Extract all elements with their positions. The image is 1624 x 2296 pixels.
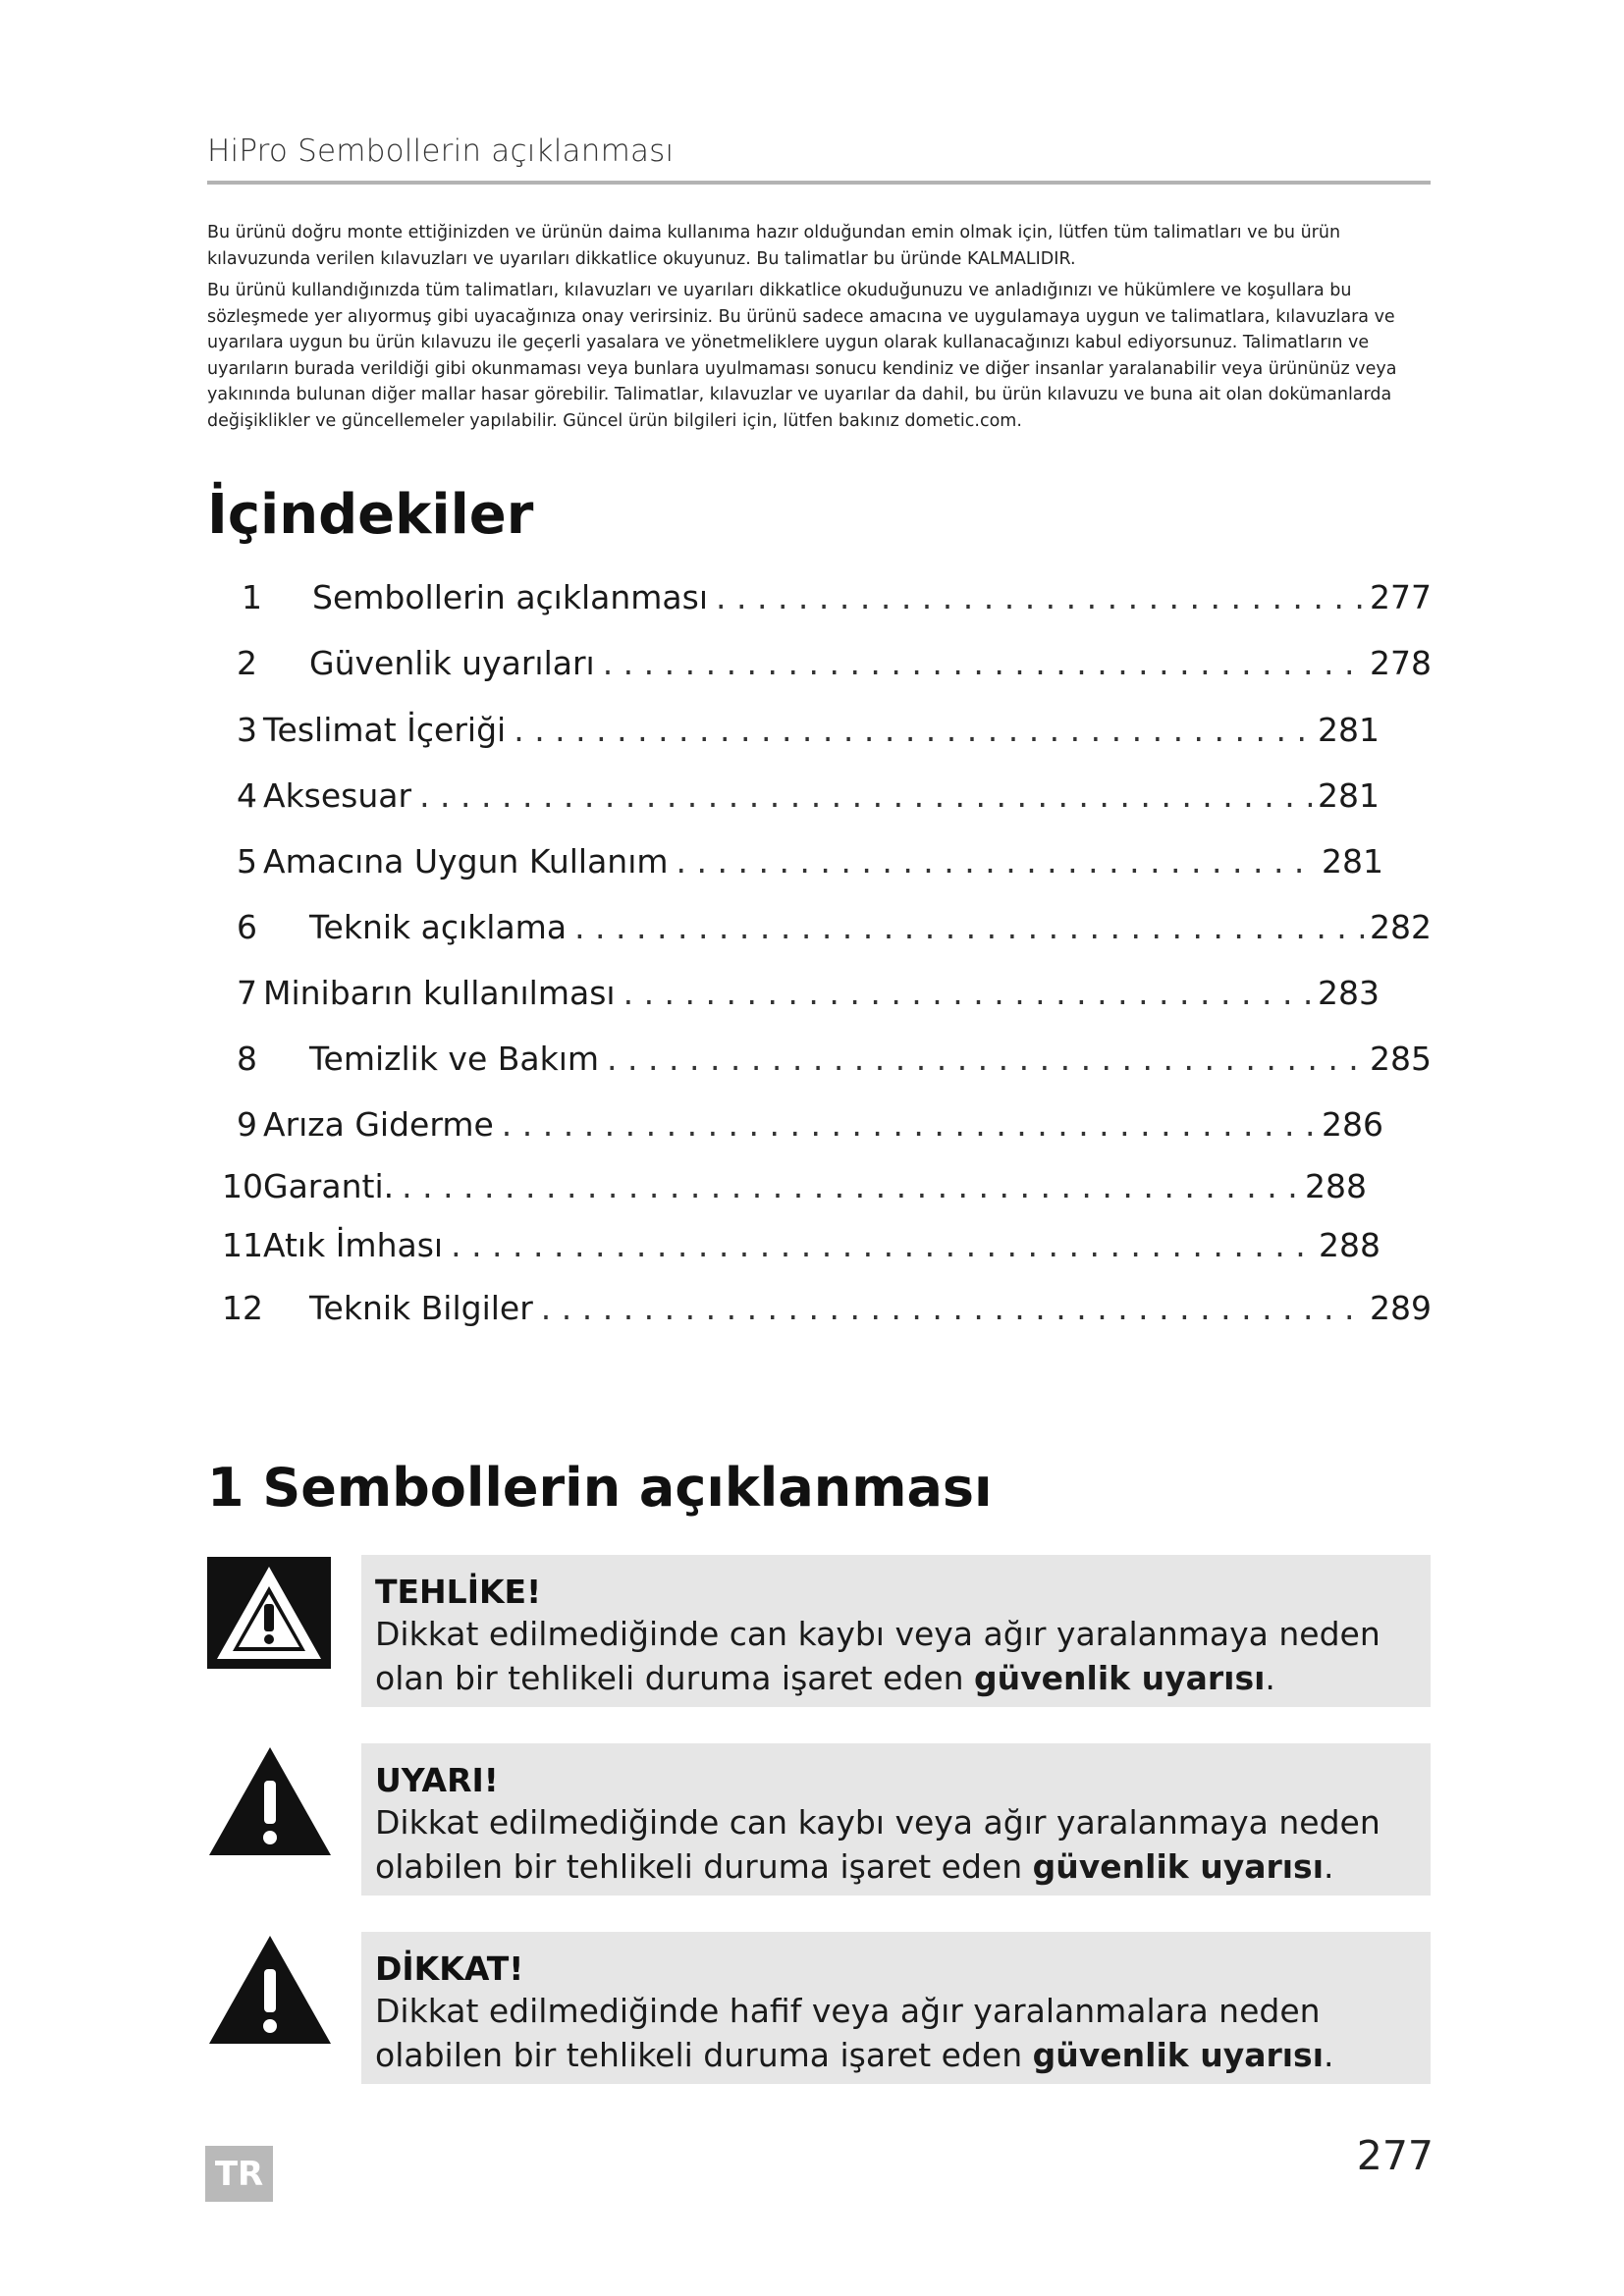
notice-label: DİKKAT! <box>375 1949 524 1988</box>
toc-item-number: 3 <box>237 711 257 749</box>
toc-item[interactable] <box>237 1040 1432 1078</box>
toc-item-number: 8 <box>237 1040 257 1078</box>
toc-item-number: 4 <box>237 776 257 815</box>
toc-item-title: Minibarın kullanılması <box>263 974 616 1012</box>
intro-paragraph-1: Bu ürünü doğru monte ettiğinizden ve ürünün daima kullanıma hazır olduğundan emin olmak için, lütfen tüm talimatları ve bu ürün kılavuzunda verilen kılavuzları ve uyarıları dikkatlice okuyunuz. Bu talimatlar bu üründe KALMALIDIR. <box>207 223 1341 269</box>
warning-triangle-icon <box>207 1745 333 1857</box>
toc-item-page: 281 <box>1318 711 1380 749</box>
toc-item-number: 10 <box>222 1167 263 1205</box>
toc-item-page: 278 <box>1370 644 1432 682</box>
toc-leader-dots <box>451 1226 1313 1264</box>
toc-item-page: 283 <box>1318 974 1380 1012</box>
toc-item[interactable] <box>237 776 1380 815</box>
toc-item-title: Aksesuar <box>263 776 412 815</box>
toc-item-number: 6 <box>237 908 257 946</box>
toc-item-title: Garanti. <box>263 1167 395 1205</box>
toc-item[interactable] <box>237 974 1380 1012</box>
page-number: 277 <box>1356 2132 1434 2179</box>
toc-item-number: 9 <box>237 1105 257 1144</box>
notice-label: TEHLİKE! <box>375 1573 542 1611</box>
toc-item[interactable] <box>237 711 1380 749</box>
toc-item-number: 5 <box>237 842 257 881</box>
toc-item[interactable] <box>242 578 1432 616</box>
toc-item[interactable] <box>222 1289 1432 1327</box>
notice-text: Dikkat edilmediğinde can kaybı veya ağır yaralanmaya neden olan bir tehlikeli duruma işaret eden güvenlik uyarısı. <box>375 1615 1380 1697</box>
intro-paragraph-2: Bu ürünü kullandığınızda tüm talimatları, kılavuzları ve uyarıları dikkatlice okuduğunuzu ve anladığınızı ve hükümlere ve koşullara bu sözleşmede yer alıyormuş gibi uyacağınıza onay verirsiniz. Bu ürünü sadece amacına ve uygulamaya uygun ve talimatlara, kılavuzlara ve uyarılara uygun bu ürün kılavuzu ile geçerli yasalara ve yönetmeliklere uygun olarak kullanacağınızı kabul ediyorsunuz. Talimatların ve uyarıların burada verildiği gibi okunmaması veya bunlara uyulmaması sonucu kendiniz ve diğer insanlar yaralanabilir veya ürününüz veya yakınında bulunan diğer mallar hasar görebilir. Talimatlar, kılavuzlar ve uyarılar da dahil, bu ürün kılavuzu ve buna ait olan dokümanlarda değişiklikler ve güncellemeler yapılabilir. Güncel ürün bilgileri için, lütfen bakınız dometic.com. <box>207 281 1397 431</box>
toc-leader-dots <box>541 1289 1364 1327</box>
toc-item-title: Teknik açıklama <box>309 908 568 946</box>
toc-item-page: 277 <box>1370 578 1432 616</box>
toc-item-page: 286 <box>1322 1105 1383 1144</box>
danger-warning-icon <box>207 1557 331 1669</box>
toc-heading: İçindekiler <box>207 483 534 547</box>
toc-item-number: 7 <box>237 974 257 1012</box>
toc-item-page: 282 <box>1370 908 1432 946</box>
notice-label: UYARI! <box>375 1761 499 1799</box>
notice-text: Dikkat edilmediğinde can kaybı veya ağır yaralanmaya neden olabilen bir tehlikeli duruma işaret eden güvenlik uyarısı. <box>375 1803 1380 1886</box>
notice-text: Dikkat edilmediğinde hafif veya ağır yaralanmalara neden olabilen bir tehlikeli duruma işaret eden güvenlik uyarısı. <box>375 1992 1334 2074</box>
toc-item[interactable] <box>237 1105 1383 1144</box>
toc-item-page: 288 <box>1305 1167 1367 1205</box>
toc-leader-dots <box>677 842 1316 881</box>
toc-item[interactable] <box>237 908 1432 946</box>
caution-notice <box>361 1932 1431 2084</box>
toc-item-title: Amacına Uygun Kullanım <box>263 842 669 881</box>
toc-leader-dots <box>419 776 1312 815</box>
toc-item-number: 11 <box>222 1226 263 1264</box>
toc-leader-dots <box>607 1040 1364 1078</box>
toc-item-title: Atık İmhası <box>263 1226 444 1264</box>
section-heading: 1 Sembollerin açıklanması <box>207 1457 993 1519</box>
toc-item-title: Temizlik ve Bakım <box>309 1040 600 1078</box>
toc-leader-dots <box>603 644 1364 682</box>
toc-item[interactable] <box>222 1226 1380 1264</box>
toc-item-title: Teknik Bilgiler <box>309 1289 533 1327</box>
warning-notice <box>361 1743 1431 1896</box>
caution-triangle-icon <box>207 1934 333 2046</box>
toc-item-page: 281 <box>1318 776 1380 815</box>
toc-item-number: 12 <box>222 1289 263 1327</box>
toc-leader-dots <box>574 908 1364 946</box>
toc-item-title: Arıza Giderme <box>263 1105 494 1144</box>
toc-item-title: Teslimat İçeriği <box>263 711 507 749</box>
toc-item-page: 289 <box>1370 1289 1432 1327</box>
toc-leader-dots <box>716 578 1364 616</box>
toc-item-title: Güvenlik uyarıları <box>309 644 595 682</box>
toc-leader-dots <box>502 1105 1316 1144</box>
toc-item-page: 281 <box>1322 842 1383 881</box>
page-header-title: HiPro Sembollerin açıklanması <box>207 133 675 169</box>
toc-item-number: 2 <box>237 644 257 682</box>
toc-leader-dots <box>623 974 1312 1012</box>
toc-item[interactable] <box>222 1167 1367 1205</box>
danger-notice <box>361 1555 1431 1707</box>
language-badge: TR <box>205 2146 273 2202</box>
toc-item-title: Sembollerin açıklanması <box>312 578 708 616</box>
toc-item[interactable] <box>237 644 1432 682</box>
toc-item-page: 285 <box>1370 1040 1432 1078</box>
toc-leader-dots <box>402 1167 1299 1205</box>
toc-leader-dots <box>514 711 1312 749</box>
toc-item-page: 288 <box>1319 1226 1380 1264</box>
toc-item-number: 1 <box>242 578 262 616</box>
toc-item[interactable] <box>237 842 1383 881</box>
